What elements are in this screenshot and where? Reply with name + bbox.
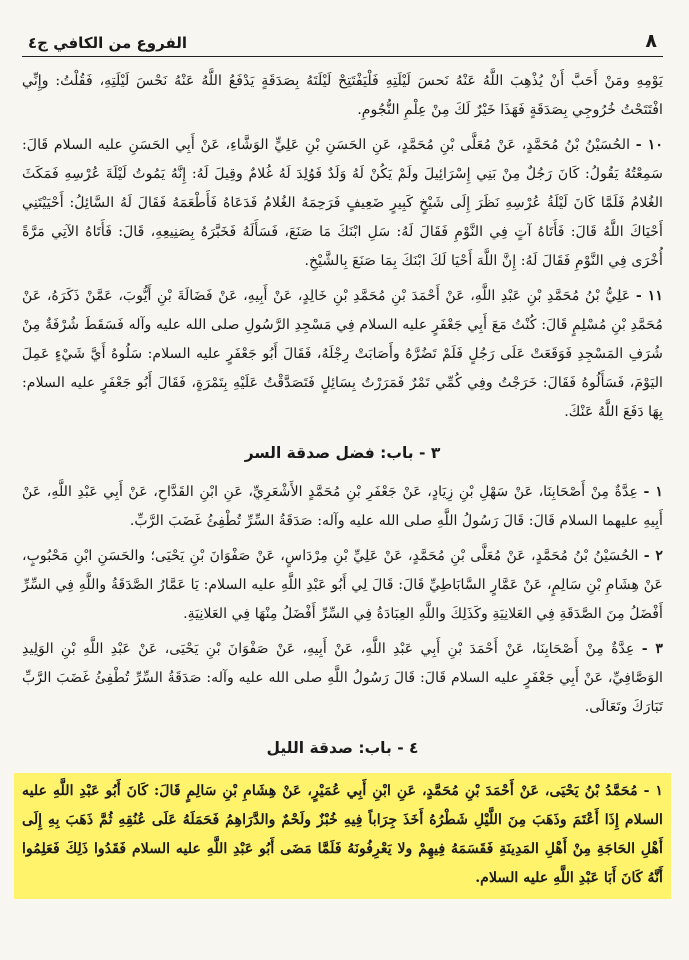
hadith-text: الحُسَيْنُ بْنُ مُحَمَّدٍ، عَنْ مُعَلَّى بْنِ مُحَمَّدٍ، عَنْ عَلِيِّ بْنِ مِرْدَاسٍ، عَنْ صَفْوَانَ بْنِ يَحْيَى؛ والحَسَنِ ابْنِ مَحْبُوبٍ، عَنْ هِشَامِ بْنِ سَالِمٍ، عَنْ عَمَّارٍ السَّابَاطِيِّ قَالَ: قَالَ لِي أَبُو عَبْدِ اللَّهِ عليه السلام: يَا عَمَّارُ الصَّدَقَةُ واللَّهِ فِي السِّرِّ أَفْضَلُ مِنَ الصَّدَقَةِ فِي العَلانِيَةِ وكَذَلِكَ واللَّهِ العِبَادَةُ فِي السِّرِّ أَفْضَلُ مِنْهَا فِي العَلانِيَةِ. — [22, 548, 663, 622]
hadith-text: يَوْمِهِ ومَنْ أَحَبَّ أَنْ يُذْهِبَ اللَّهُ عَنْهُ نَحسَ لَيْلَتِهِ فَلْيَفْتَتِحْ لَيْلَتَهُ بِصَدَقَةٍ يَدْفَعُ اللَّهُ عَنْهُ نَحْسَ لَيْلَتِهِ، فَقُلْتُ: وإِنِّي افْتَتَحْتُ خُرُوجِي بِصَدَقَةٍ فَهَذَا خَيْرٌ لَكَ مِنْ عِلْمِ النُّجُومِ. — [22, 73, 663, 118]
chapter3-hadith-1 — [22, 478, 663, 536]
hadith-10 — [22, 131, 663, 276]
hadith-number: ٣ - — [641, 641, 664, 657]
chapter3-hadith-2 — [22, 542, 663, 629]
chapter3-hadith-3 — [22, 635, 663, 722]
running-title: الفروع من الكافي ج٤ — [28, 34, 188, 52]
highlighted-passage — [14, 773, 671, 899]
page-header — [22, 30, 663, 57]
hadith-text: عِدَّةٌ مِنْ أَصْحَابِنَا، عَنْ سَهْلِ بْنِ زِيَادٍ، عَنْ جَعْفَرِ بْنِ مُحَمَّدٍ الأَشْعَرِيِّ، عَنِ ابْنِ القَدَّاحِ، عَنْ أَبِي عَبْدِ اللَّهِ، عَنْ أَبِيهِ عليهما السلام قَالَ: قَالَ رَسُولُ اللَّهِ صلى الله عليه وآله: صَدَقَةُ السِّرِّ تُطْفِئُ غَضَبَ الرَّبِّ. — [22, 484, 663, 529]
hadith-text: عَلِيُّ بْنُ مُحَمَّدِ بْنِ عَبْدِ اللَّهِ، عَنْ أَحْمَدَ بْنِ مُحَمَّدِ بْنِ خَالِدٍ، عَنْ أَبِيهِ، عَنْ فَضَالَةَ بْنِ أَيُّوبَ، عَمَّنْ ذَكَرَهُ، عَنْ مُحَمَّدِ بْنِ مُسْلِمٍ قَالَ: كُنْتُ مَعَ أَبِي جَعْفَرٍ عليه السلام فِي مَسْجِدِ الرَّسُولِ صلى الله عليه وآله فَسَقَطَ شُرْفَةٌ مِنْ شُرَفِ المَسْجِدِ فَوَقَعَتْ عَلَى رَجُلٍ فَلَمْ تَضُرَّهُ وأَصَابَتْ رِجْلَهُ، فَقَالَ أَبُو جَعْفَرٍ عليه السلام: سَلُوهُ أَيَّ شَيْءٍ عَمِلَ اليَوْمَ، فَسَأَلُوهُ فَقَالَ: خَرَجْتُ وفِي كُمِّي تَمْرٌ فَمَرَرْتُ بِسَائِلٍ فَتَصَدَّقْتُ عَلَيْهِ بِتَمْرَةٍ، فَقَالَ أَبُو جَعْفَرٍ عليه السلام: بِهَا دَفَعَ اللَّهُ عَنْكَ. — [22, 288, 663, 420]
hadith-text: مُحَمَّدُ بْنُ يَحْيَى، عَنْ أَحْمَدَ بْنِ مُحَمَّدٍ، عَنِ ابْنِ أَبِي عُمَيْرٍ، عَنْ هِشَامِ بْنِ سَالِمٍ قَالَ: كَانَ أَبُو عَبْدِ اللَّهِ عليه السلام إِذَا أَعْتَمَ وذَهَبَ مِنَ اللَّيْلِ شَطْرُهُ أَخَذَ جِرَاباً فِيهِ خُبْزٌ ولَحْمٌ والدَّرَاهِمُ فَحَمَلَهُ عَلَى عُنُقِهِ ثُمَّ ذَهَبَ بِهِ إِلَى أَهْلِ الحَاجَةِ مِنْ أَهْلِ المَدِينَةِ فَقَسَمَهُ فِيهِمْ ولا يَعْرِفُونَهُ فَلَمَّا مَضَى أَبُو عَبْدِ اللَّهِ عليه السلام فَقَدُوا ذَلِكَ فَعَلِمُوا أَنَّهُ كَانَ أَبَا عَبْدِ اللَّهِ عليه السلام. — [22, 783, 663, 886]
page-number: ٨ — [645, 30, 657, 52]
hadith-number: ١٠ - — [635, 137, 663, 153]
chapter-heading-4: ٤ - باب: صدقة الليل — [266, 739, 419, 757]
hadith-number: ١ - — [643, 783, 663, 799]
hadith-number: ١١ - — [635, 288, 664, 304]
hadith-continuation — [22, 67, 663, 125]
hadith-number: ١ - — [643, 484, 664, 500]
hadith-number: ٢ - — [643, 548, 663, 564]
page-body — [22, 67, 663, 899]
hadith-text: عِدَّةٌ مِنْ أَصْحَابِنَا، عَنْ أَحْمَدَ بْنِ أَبِي عَبْدِ اللَّهِ، عَنْ أَبِيهِ، عَنْ صَفْوَانَ بْنِ يَحْيَى، عَنْ عَبْدِ اللَّهِ بْنِ الوَلِيدِ الوَصَّافِيِّ، عَنْ أَبِي جَعْفَرٍ عليه السلام قَالَ: قَالَ رَسُولُ اللَّهِ صلى الله عليه وآله: صَدَقَةُ السِّرِّ تُطْفِئُ غَضَبَ الرَّبِّ تَبَارَكَ وتَعَالَى. — [22, 641, 663, 715]
chapter4-hadith-1 — [22, 777, 663, 893]
hadith-11 — [22, 282, 663, 427]
hadith-text: الحُسَيْنُ بْنُ مُحَمَّدٍ، عَنْ مُعَلَّى بْنِ مُحَمَّدٍ، عَنِ الحَسَنِ بْنِ عَلِيٍّ الوَشَّاءِ، عَنْ أَبِي الحَسَنِ عليه السلام قَالَ: سَمِعْتُهُ يَقُولُ: كَانَ رَجُلٌ مِنْ بَنِي إِسْرَائِيلَ ولَمْ يَكُنْ لَهُ وَلَدٌ فَوُلِدَ لَهُ غُلامٌ وقِيلَ لَهُ: إِنَّهُ يَمُوتُ لَيْلَةَ عُرْسِهِ فَمَكَثَ الغُلامُ فَلَمَّا كَانَ لَيْلَةُ عُرْسِهِ نَظَرَ إِلَى شَيْخٍ كَبِيرٍ ضَعِيفٍ فَرَحِمَهُ الغُلامُ فَدَعَاهُ فَأَطْعَمَهُ فَقَالَ لَهُ السَّائِلُ: أَحْيَيْتَنِي أَحْيَاكَ اللَّهُ قَالَ: فَأَتَاهُ آتٍ فِي النَّوْمِ فَقَالَ لَهُ: سَلِ ابْنَكَ مَا صَنَعَ، فَسَأَلَهُ فَخَبَّرَهُ بِصَنِيعِهِ، قَالَ: فَأَتَاهُ الآتِي مَرَّةً أُخْرَى فِي النَّوْمِ فَقَالَ لَهُ: إِنَّ اللَّهَ أَحْيَا لَكَ ابْنَكَ بِمَا صَنَعَ بِالشَّيْخِ. — [22, 137, 663, 269]
chapter-heading-3: ٣ - باب: فضل صدقة السر — [244, 444, 441, 462]
